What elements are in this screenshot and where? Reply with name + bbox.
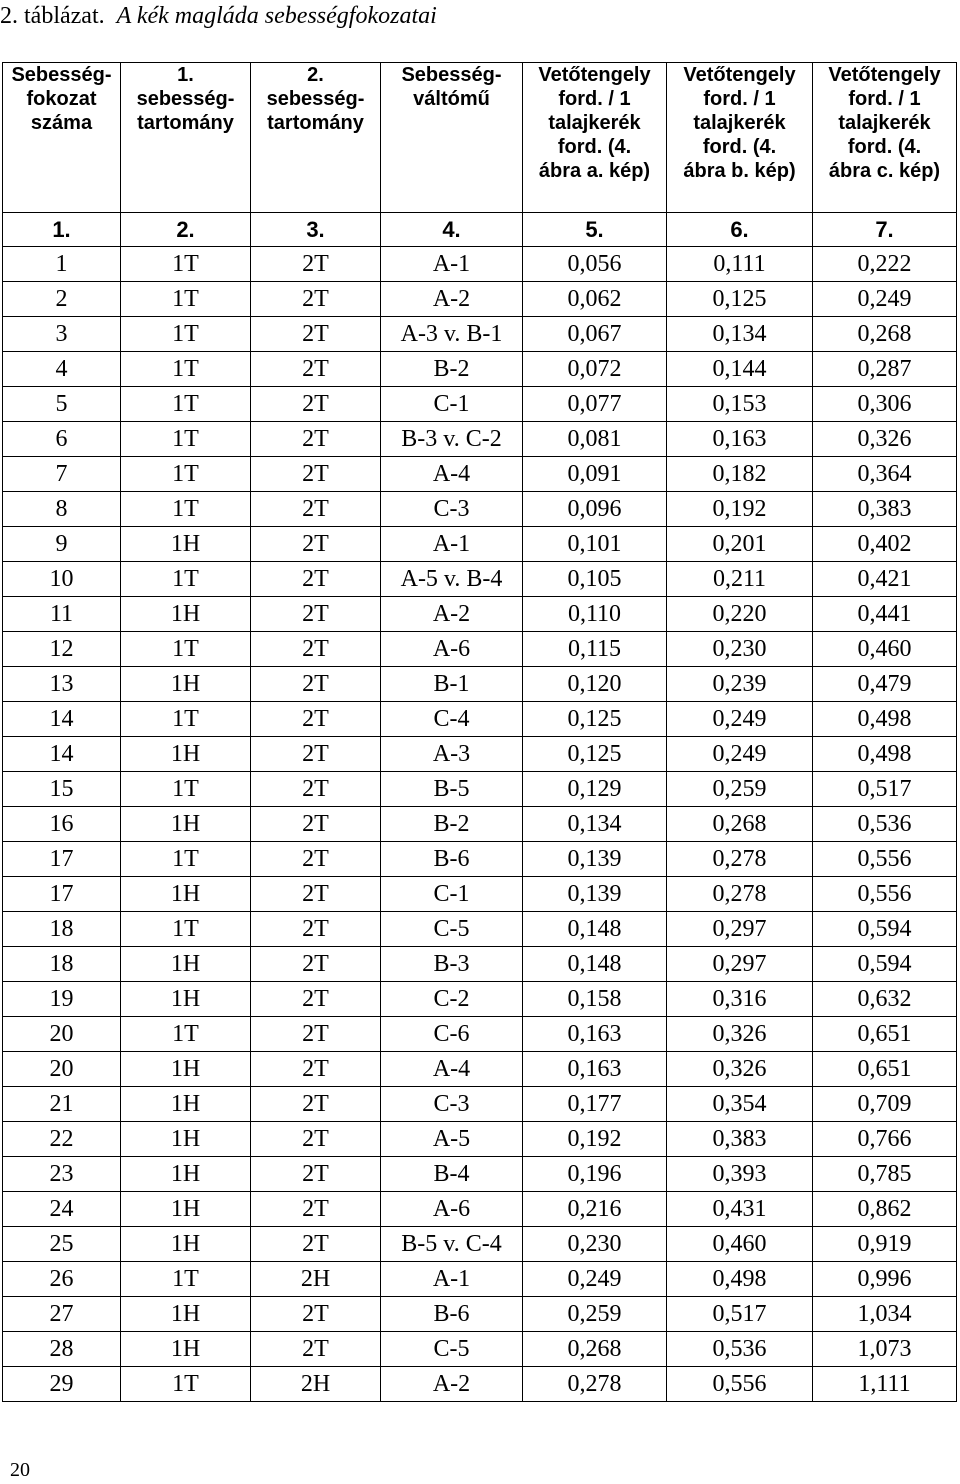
cell-gearbox: A-6	[381, 632, 523, 667]
cell-gearbox: B-1	[381, 667, 523, 702]
cell-range-1: 1T	[121, 387, 251, 422]
cell-speed-level: 14	[3, 702, 121, 737]
cell-speed-level: 23	[3, 1157, 121, 1192]
cell-shaft-c: 0,460	[813, 632, 957, 667]
table-number: 2. táblázat.	[0, 3, 105, 29]
cell-shaft-c: 0,326	[813, 422, 957, 457]
cell-range-2: 2T	[251, 702, 381, 737]
cell-range-1: 1H	[121, 1332, 251, 1367]
cell-shaft-b: 0,278	[667, 842, 813, 877]
cell-range-1: 1T	[121, 702, 251, 737]
cell-shaft-a: 0,259	[523, 1297, 667, 1332]
cell-shaft-c: 0,249	[813, 282, 957, 317]
cell-gearbox: B-6	[381, 1297, 523, 1332]
cell-shaft-a: 0,120	[523, 667, 667, 702]
header-speed-level: Sebesség- fokozat száma	[3, 63, 121, 213]
cell-gearbox: A-1	[381, 1262, 523, 1297]
cell-shaft-c: 0,421	[813, 562, 957, 597]
cell-shaft-b: 0,163	[667, 422, 813, 457]
cell-range-2: 2T	[251, 527, 381, 562]
cell-shaft-a: 0,091	[523, 457, 667, 492]
cell-range-1: 1T	[121, 247, 251, 282]
cell-gearbox: A-1	[381, 247, 523, 282]
cell-speed-level: 20	[3, 1017, 121, 1052]
cell-shaft-a: 0,158	[523, 982, 667, 1017]
cell-shaft-b: 0,316	[667, 982, 813, 1017]
cell-gearbox: C-3	[381, 492, 523, 527]
cell-shaft-c: 0,556	[813, 877, 957, 912]
cell-shaft-c: 0,287	[813, 352, 957, 387]
cell-shaft-c: 0,594	[813, 947, 957, 982]
cell-range-1: 1H	[121, 1122, 251, 1157]
cell-shaft-a: 0,134	[523, 807, 667, 842]
cell-gearbox: A-2	[381, 1367, 523, 1402]
table-caption	[0, 2, 437, 30]
table-row	[3, 1017, 957, 1052]
cell-speed-level: 6	[3, 422, 121, 457]
header-range-1: 1. sebesség- tartomány	[121, 63, 251, 213]
cell-shaft-c: 1,034	[813, 1297, 957, 1332]
cell-range-2: 2T	[251, 457, 381, 492]
cell-shaft-b: 0,192	[667, 492, 813, 527]
cell-shaft-b: 0,220	[667, 597, 813, 632]
cell-speed-level: 19	[3, 982, 121, 1017]
cell-shaft-b: 0,383	[667, 1122, 813, 1157]
table-row	[3, 667, 957, 702]
cell-shaft-b: 0,259	[667, 772, 813, 807]
cell-speed-level: 8	[3, 492, 121, 527]
cell-speed-level: 25	[3, 1227, 121, 1262]
cell-range-2: 2T	[251, 842, 381, 877]
column-number: 6.	[667, 213, 813, 247]
cell-shaft-b: 0,431	[667, 1192, 813, 1227]
cell-shaft-c: 0,766	[813, 1122, 957, 1157]
cell-gearbox: A-5 v. B-4	[381, 562, 523, 597]
cell-shaft-b: 0,211	[667, 562, 813, 597]
column-number-row	[3, 213, 957, 247]
cell-shaft-a: 0,139	[523, 842, 667, 877]
cell-speed-level: 27	[3, 1297, 121, 1332]
cell-gearbox: A-1	[381, 527, 523, 562]
cell-shaft-c: 0,383	[813, 492, 957, 527]
cell-gearbox: A-2	[381, 597, 523, 632]
cell-range-2: 2T	[251, 912, 381, 947]
cell-shaft-a: 0,125	[523, 702, 667, 737]
page-number: 20	[10, 1459, 30, 1481]
cell-shaft-a: 0,072	[523, 352, 667, 387]
cell-range-2: 2T	[251, 562, 381, 597]
table-row	[3, 457, 957, 492]
cell-shaft-c: 0,517	[813, 772, 957, 807]
header-gearbox: Sebesség- váltómű	[381, 63, 523, 213]
cell-speed-level: 9	[3, 527, 121, 562]
cell-shaft-c: 0,498	[813, 702, 957, 737]
cell-speed-level: 2	[3, 282, 121, 317]
cell-range-1: 1T	[121, 632, 251, 667]
cell-range-2: 2T	[251, 247, 381, 282]
cell-shaft-c: 1,111	[813, 1367, 957, 1402]
column-number: 1.	[3, 213, 121, 247]
cell-shaft-a: 0,163	[523, 1017, 667, 1052]
cell-shaft-b: 0,153	[667, 387, 813, 422]
cell-shaft-b: 0,201	[667, 527, 813, 562]
cell-gearbox: C-1	[381, 877, 523, 912]
cell-range-1: 1H	[121, 982, 251, 1017]
cell-shaft-a: 0,163	[523, 1052, 667, 1087]
table-row	[3, 562, 957, 597]
cell-shaft-c: 0,222	[813, 247, 957, 282]
cell-speed-level: 4	[3, 352, 121, 387]
column-number: 3.	[251, 213, 381, 247]
cell-shaft-a: 0,192	[523, 1122, 667, 1157]
cell-shaft-c: 0,556	[813, 842, 957, 877]
cell-range-1: 1H	[121, 807, 251, 842]
cell-range-2: 2T	[251, 772, 381, 807]
cell-gearbox: C-2	[381, 982, 523, 1017]
cell-shaft-a: 0,148	[523, 947, 667, 982]
cell-range-1: 1H	[121, 947, 251, 982]
cell-speed-level: 17	[3, 842, 121, 877]
cell-shaft-b: 0,111	[667, 247, 813, 282]
cell-speed-level: 16	[3, 807, 121, 842]
cell-shaft-c: 0,651	[813, 1017, 957, 1052]
cell-range-2: 2T	[251, 1052, 381, 1087]
cell-range-1: 1T	[121, 422, 251, 457]
cell-range-2: 2T	[251, 1017, 381, 1052]
cell-speed-level: 20	[3, 1052, 121, 1087]
cell-range-2: 2H	[251, 1367, 381, 1402]
cell-range-1: 1H	[121, 1157, 251, 1192]
cell-shaft-c: 0,441	[813, 597, 957, 632]
cell-gearbox: B-2	[381, 352, 523, 387]
cell-speed-level: 22	[3, 1122, 121, 1157]
table-row	[3, 1087, 957, 1122]
cell-shaft-a: 0,101	[523, 527, 667, 562]
cell-shaft-c: 0,306	[813, 387, 957, 422]
cell-range-1: 1T	[121, 842, 251, 877]
table-row	[3, 1297, 957, 1332]
cell-gearbox: A-5	[381, 1122, 523, 1157]
cell-range-2: 2T	[251, 422, 381, 457]
cell-speed-level: 28	[3, 1332, 121, 1367]
cell-gearbox: C-5	[381, 912, 523, 947]
cell-shaft-b: 0,125	[667, 282, 813, 317]
cell-shaft-a: 0,096	[523, 492, 667, 527]
cell-shaft-b: 0,326	[667, 1052, 813, 1087]
cell-shaft-b: 0,134	[667, 317, 813, 352]
table-row	[3, 1157, 957, 1192]
cell-range-2: 2T	[251, 877, 381, 912]
cell-shaft-c: 0,536	[813, 807, 957, 842]
cell-shaft-b: 0,182	[667, 457, 813, 492]
cell-shaft-b: 0,249	[667, 737, 813, 772]
cell-range-1: 1T	[121, 282, 251, 317]
cell-speed-level: 3	[3, 317, 121, 352]
cell-shaft-a: 0,081	[523, 422, 667, 457]
table-row	[3, 842, 957, 877]
cell-range-1: 1H	[121, 877, 251, 912]
cell-shaft-a: 0,249	[523, 1262, 667, 1297]
cell-range-1: 1H	[121, 527, 251, 562]
cell-shaft-c: 0,268	[813, 317, 957, 352]
cell-range-1: 1T	[121, 912, 251, 947]
table-row	[3, 702, 957, 737]
cell-range-1: 1H	[121, 737, 251, 772]
cell-shaft-a: 0,278	[523, 1367, 667, 1402]
cell-speed-level: 5	[3, 387, 121, 422]
column-number: 2.	[121, 213, 251, 247]
header-shaft-a: Vetőtengely ford. / 1 talajkerék ford. (4. ábra a. kép)	[523, 63, 667, 213]
cell-range-2: 2T	[251, 667, 381, 702]
cell-range-2: 2T	[251, 1087, 381, 1122]
cell-shaft-a: 0,139	[523, 877, 667, 912]
cell-range-2: 2T	[251, 597, 381, 632]
cell-range-2: 2T	[251, 807, 381, 842]
cell-speed-level: 1	[3, 247, 121, 282]
cell-speed-level: 10	[3, 562, 121, 597]
cell-shaft-c: 0,364	[813, 457, 957, 492]
cell-gearbox: C-1	[381, 387, 523, 422]
cell-shaft-b: 0,268	[667, 807, 813, 842]
cell-gearbox: B-4	[381, 1157, 523, 1192]
cell-gearbox: A-3 v. B-1	[381, 317, 523, 352]
cell-gearbox: A-3	[381, 737, 523, 772]
cell-shaft-a: 0,110	[523, 597, 667, 632]
table-row	[3, 387, 957, 422]
header-row	[3, 63, 957, 213]
cell-speed-level: 18	[3, 947, 121, 982]
cell-shaft-b: 0,556	[667, 1367, 813, 1402]
cell-shaft-a: 0,148	[523, 912, 667, 947]
cell-gearbox: C-4	[381, 702, 523, 737]
cell-range-2: 2T	[251, 1227, 381, 1262]
cell-gearbox: B-3	[381, 947, 523, 982]
cell-shaft-b: 0,144	[667, 352, 813, 387]
cell-shaft-a: 0,067	[523, 317, 667, 352]
cell-range-2: 2T	[251, 1122, 381, 1157]
cell-gearbox: B-2	[381, 807, 523, 842]
cell-shaft-c: 0,651	[813, 1052, 957, 1087]
column-number: 5.	[523, 213, 667, 247]
cell-shaft-a: 0,216	[523, 1192, 667, 1227]
table-row	[3, 947, 957, 982]
cell-shaft-b: 0,249	[667, 702, 813, 737]
table-row	[3, 317, 957, 352]
cell-range-1: 1H	[121, 1087, 251, 1122]
cell-shaft-a: 0,105	[523, 562, 667, 597]
cell-range-1: 1T	[121, 457, 251, 492]
cell-range-1: 1H	[121, 1297, 251, 1332]
cell-shaft-b: 0,517	[667, 1297, 813, 1332]
column-number: 4.	[381, 213, 523, 247]
cell-range-2: 2T	[251, 1157, 381, 1192]
cell-shaft-a: 0,056	[523, 247, 667, 282]
cell-gearbox: C-5	[381, 1332, 523, 1367]
cell-shaft-a: 0,196	[523, 1157, 667, 1192]
cell-speed-level: 13	[3, 667, 121, 702]
cell-range-2: 2T	[251, 492, 381, 527]
cell-range-1: 1H	[121, 597, 251, 632]
cell-range-2: 2T	[251, 1297, 381, 1332]
table-row	[3, 737, 957, 772]
table-row	[3, 1227, 957, 1262]
cell-shaft-b: 0,460	[667, 1227, 813, 1262]
cell-gearbox: A-4	[381, 1052, 523, 1087]
cell-range-2: 2T	[251, 317, 381, 352]
cell-speed-level: 24	[3, 1192, 121, 1227]
cell-shaft-b: 0,278	[667, 877, 813, 912]
table-row	[3, 1122, 957, 1157]
cell-range-2: 2T	[251, 737, 381, 772]
column-number: 7.	[813, 213, 957, 247]
cell-speed-level: 14	[3, 737, 121, 772]
cell-gearbox: C-3	[381, 1087, 523, 1122]
cell-shaft-b: 0,297	[667, 947, 813, 982]
cell-shaft-b: 0,393	[667, 1157, 813, 1192]
cell-shaft-c: 0,402	[813, 527, 957, 562]
header-range-2: 2. sebesség- tartomány	[251, 63, 381, 213]
cell-shaft-a: 0,129	[523, 772, 667, 807]
cell-range-2: 2H	[251, 1262, 381, 1297]
table-row	[3, 1262, 957, 1297]
header-shaft-c: Vetőtengely ford. / 1 talajkerék ford. (4. ábra c. kép)	[813, 63, 957, 213]
table-row	[3, 597, 957, 632]
cell-shaft-b: 0,239	[667, 667, 813, 702]
cell-shaft-b: 0,297	[667, 912, 813, 947]
table-row	[3, 632, 957, 667]
cell-speed-level: 18	[3, 912, 121, 947]
cell-range-1: 1T	[121, 352, 251, 387]
cell-shaft-b: 0,230	[667, 632, 813, 667]
cell-speed-level: 12	[3, 632, 121, 667]
cell-shaft-c: 0,594	[813, 912, 957, 947]
cell-gearbox: C-6	[381, 1017, 523, 1052]
cell-range-2: 2T	[251, 632, 381, 667]
cell-range-2: 2T	[251, 982, 381, 1017]
table-row	[3, 982, 957, 1017]
cell-shaft-c: 0,862	[813, 1192, 957, 1227]
cell-speed-level: 17	[3, 877, 121, 912]
cell-range-2: 2T	[251, 282, 381, 317]
cell-speed-level: 26	[3, 1262, 121, 1297]
cell-range-2: 2T	[251, 352, 381, 387]
table-row	[3, 1367, 957, 1402]
cell-range-2: 2T	[251, 387, 381, 422]
cell-shaft-a: 0,268	[523, 1332, 667, 1367]
cell-shaft-c: 0,498	[813, 737, 957, 772]
cell-shaft-c: 0,996	[813, 1262, 957, 1297]
cell-shaft-c: 1,073	[813, 1332, 957, 1367]
cell-speed-level: 11	[3, 597, 121, 632]
cell-speed-level: 15	[3, 772, 121, 807]
cell-shaft-c: 0,919	[813, 1227, 957, 1262]
cell-gearbox: A-4	[381, 457, 523, 492]
cell-range-2: 2T	[251, 1192, 381, 1227]
cell-range-1: 1H	[121, 1192, 251, 1227]
cell-shaft-b: 0,536	[667, 1332, 813, 1367]
cell-speed-level: 29	[3, 1367, 121, 1402]
cell-gearbox: B-5 v. C-4	[381, 1227, 523, 1262]
cell-range-1: 1T	[121, 317, 251, 352]
cell-speed-level: 21	[3, 1087, 121, 1122]
cell-shaft-c: 0,632	[813, 982, 957, 1017]
cell-shaft-a: 0,077	[523, 387, 667, 422]
cell-shaft-b: 0,498	[667, 1262, 813, 1297]
cell-range-1: 1T	[121, 492, 251, 527]
table-row	[3, 772, 957, 807]
cell-shaft-c: 0,785	[813, 1157, 957, 1192]
cell-range-1: 1H	[121, 667, 251, 702]
cell-shaft-a: 0,230	[523, 1227, 667, 1262]
table-row	[3, 282, 957, 317]
header-shaft-b: Vetőtengely ford. / 1 talajkerék ford. (4. ábra b. kép)	[667, 63, 813, 213]
cell-range-1: 1T	[121, 562, 251, 597]
table-row	[3, 1192, 957, 1227]
table-row	[3, 492, 957, 527]
table-row	[3, 1332, 957, 1367]
cell-range-2: 2T	[251, 1332, 381, 1367]
speed-table	[2, 62, 957, 1402]
cell-shaft-b: 0,354	[667, 1087, 813, 1122]
cell-shaft-a: 0,125	[523, 737, 667, 772]
table-row	[3, 422, 957, 457]
cell-shaft-a: 0,062	[523, 282, 667, 317]
table-row	[3, 877, 957, 912]
cell-speed-level: 7	[3, 457, 121, 492]
cell-range-1: 1T	[121, 1262, 251, 1297]
cell-range-1: 1T	[121, 1367, 251, 1402]
cell-gearbox: A-6	[381, 1192, 523, 1227]
cell-shaft-a: 0,115	[523, 632, 667, 667]
table-row	[3, 352, 957, 387]
cell-range-1: 1H	[121, 1052, 251, 1087]
table-body	[3, 247, 957, 1402]
cell-range-1: 1H	[121, 1227, 251, 1262]
cell-range-2: 2T	[251, 947, 381, 982]
cell-range-1: 1T	[121, 772, 251, 807]
cell-gearbox: B-5	[381, 772, 523, 807]
table-row	[3, 247, 957, 282]
cell-shaft-c: 0,709	[813, 1087, 957, 1122]
table-row	[3, 912, 957, 947]
table-row	[3, 527, 957, 562]
cell-gearbox: B-6	[381, 842, 523, 877]
table-row	[3, 807, 957, 842]
table-row	[3, 1052, 957, 1087]
cell-gearbox: A-2	[381, 282, 523, 317]
cell-range-1: 1T	[121, 1017, 251, 1052]
cell-gearbox: B-3 v. C-2	[381, 422, 523, 457]
cell-shaft-b: 0,326	[667, 1017, 813, 1052]
table-title: A kék magláda sebességfokozatai	[116, 3, 437, 29]
cell-shaft-a: 0,177	[523, 1087, 667, 1122]
cell-shaft-c: 0,479	[813, 667, 957, 702]
